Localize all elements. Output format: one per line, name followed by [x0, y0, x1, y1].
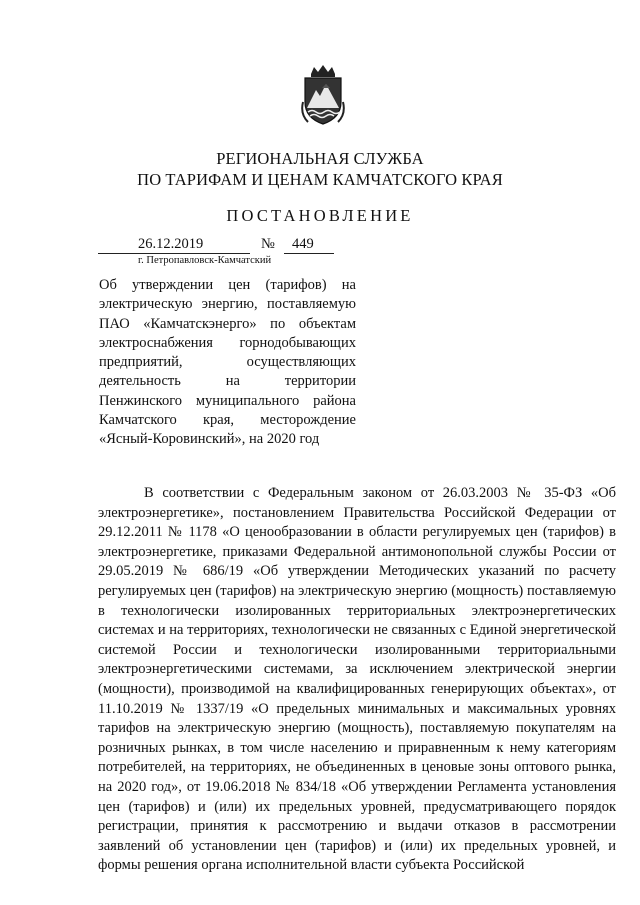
document-number: 449 [292, 236, 314, 252]
coat-of-arms-icon [300, 64, 346, 126]
number-underline [284, 253, 334, 254]
organization-title-line1: РЕГИОНАЛЬНАЯ СЛУЖБА [216, 149, 424, 168]
organization-title [0, 148, 640, 190]
number-sign: № [261, 236, 275, 252]
date-number-line [98, 236, 338, 254]
date-underline [98, 253, 250, 254]
document-date: 26.12.2019 [138, 236, 204, 252]
city-label: г. Петропавловск-Камчатский [138, 255, 272, 266]
body-paragraph: В соответствии с Федеральным законом от 26.03.2003 № 35-ФЗ «Об электроэнергетике», постановлением Правительства Российской Федерации от 29.12.2011 № 1178 «О ценообразовании в области регулируемых цен (тарифов) в электроэнергетике, приказами Федеральной антимонопольной службы России от 29.05.2019 № 686/19 «Об утверждении Методических указаний по расчету регулируемых цен (тарифов) на электрическую энергию (мощность) поставляемую в технологически изолированных территориальных электроэнергетических системах и на территориях, технологически не связанных с Единой энергетической системой России и технологически изолированными территориальными электроэнергетическими системами, за исключением электрической энергии (мощности), производимой на квалифицированных генерирующих объектах», от 11.10.2019 № 1337/19 «О предельных минимальных и максимальных уровнях тарифов на электрическую энергию (мощность), поставляемую покупателям на розничных рынках, в том числе населению и приравненным к нему категориям потребителей, на территориях, не объединенных в ценовые зоны оптового рынка, на 2020 год», от 19.06.2018 № 834/18 «Об утверждении Регламента установления цен (тарифов) и (или) их предельных уровней, предусматривающего порядок регистрации, принятия к рассмотрению и выдачи отказов в рассмотрении заявлений об установлении цен (тарифов) и (или) их предельных уровней, и формы решения органа исполнительной власти субъекта Российской [98, 485, 616, 874]
document-subject: Об утверждении цен (тарифов) на электрическую энергию, поставляемую ПАО «Камчатскэнерго» по объектам электроснабжения горнодобывающих предприятий, осуществляющих деятельность на территории Пенжинского муниципального района Камчатского края, месторождение «Ясный-Коровинский», на 2020 год [99, 277, 356, 448]
organization-title-line2: ПО ТАРИФАМ И ЦЕНАМ КАМЧАТСКОГО КРАЯ [137, 170, 503, 189]
document-type: ПОСТАНОВЛЕНИЕ [226, 206, 414, 225]
